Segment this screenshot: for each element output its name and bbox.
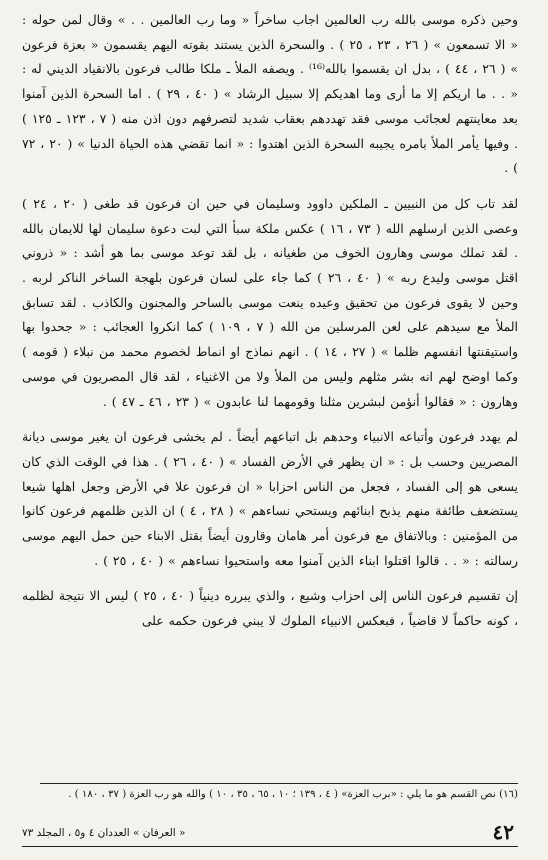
paragraph-2: لقد تاب كل من النبيين ـ الملكين داوود وسليمان في حين ان فرعون قد طغى ( ٢٠ ، ٢٤ ) وعصى الذين ارسلهم الله ( ٧٣ ، ١٦ ) عكس ملكة سبأ التي لبت دعوة سليمان لها للايمان بالله . لقد تملك موسى وهارون الخوف من طغيانه ، بل لقد توعد موسى بما هو أشد : « ذروني اقتل موسى وليدع ربه » ( ٤٠ ، ٢٦ ) كما جاء على لسان فرعون بلهجة الساخر الناكر لربه . وحين لا يقوى فرعون من تحقيق وعيده ينعت موسى بالساحر والمجنون والكاذب . لقد تسابق الملأ مع سيدهم على لعن المرسلين من الله ( ٧ ، ١٠٩ ) كما انكروا العجائب : « جحدوا بها واستيقنتها انفسهم ظلما » ( ٢٧ ، ١٤ ) . انهم نماذج او انماط لخصوم محمد من نبلاء ( قومه ) وكما اوضح لهم انه بشر مثلهم وليس من الملأ ولا من الاغنياء ، لقد قال المصريون في موسى وهارون : « فقالوا أنؤمن لبشرين مثلنا وقومهما لنا عابدون » ( ٢٣ ، ٤٦ ـ ٤٧ ) . [22, 195, 518, 409]
paragraph-3: لم يهدد فرعون وأتباعه الانبياء وحدهم بل اتباعهم أيضاً . لم يخشى فرعون ان يغير موسى ديانة المصريين وحسب بل : « ان يظهر في الأرض الفساد » ( ٤٠ ، ٢٦ ) . هذا في الوقت الذي كان يسعى هو إلى الفساد ، فجعل من الناس احزابا « ان فرعون علا في الأرض وجعل اهلها شيعا يستضعف طائفة منهم يذبح ابنائهم ويستحي نساءهم » ( ٢٨ ، ٤ ) ان الذين ظلمهم فرعون كانوا من المؤمنين : وبالاتفاق مع فرعون أمر هامان وقارون أيضاً بقتل الابناء حين حمل اليهم موسى رسالته : « . . قالوا اقتلوا ابناء الذين آمنوا معه واستحيوا نساءهم » ( ٤٠ ، ٢٥ ) . [22, 429, 518, 568]
paragraph-4: إن تقسيم فرعون الناس إلى احزاب وشيع ، والذي يبرره دينياً ( ٤٠ ، ٢٥ ) ليس الا نتيجة لظلمه ، كونه حاكماً لا قاضياً ، فبعكس الانبياء الملوك لا يبني فرعون حكمه على [22, 588, 518, 629]
footer-rule [22, 846, 518, 847]
footnote-divider [40, 783, 518, 784]
page-number: ٤٢ [492, 820, 514, 844]
running-footer: « العرفان » العددان ٤ و٥ ، المجلد ٧٣ [22, 827, 186, 839]
body-text [22, 8, 518, 634]
footnote: (١٦) نص القسم هو ما يلي : «برب العزة» ( ٤ ، ١٣٩ ؛ ١٠ ، ٦٥ ، ٣٥ ، ١٠ ) والله هو رب العزة ( ٣٧ ، ١٨٠ ) . [68, 789, 518, 800]
paragraph-1: وحين ذكره موسى بالله رب العالمين اجاب ساخراً « وما رب العالمين . . » وقال لمن حوله : « الا تسمعون » ( ٢٦ ، ٢٣ ، ٢٥ ) . والسحرة الذين يستند بقوته اليهم يقسمون « بعزة فرعون » ( ٢٦ ، ٤٤ ) ، بدل ان يقسموا بالله⁽¹⁶⁾ . ويصفه الملأ ـ ملكا طالب فرعون بالانقياد الديني له : « . . ما اريكم إلا ما أرى وما اهديكم إلا سبيل الرشاد » ( ٤٠ ، ٢٩ ) . اما السحرة الذين آمنوا بعد معاينتهم لعجائب موسى فقد تهددهم بعقاب شديد لتصرفهم دون اذن منه ( ٧ ، ١٢٣ ـ ١٢٥ ) . وفيها يأمر الملأ بامره يجيبه السحرة الذين اهتدوا : « انما تقضي هذه الحياة الدنيا » ( ٢٠ ، ٧٢ ) . [22, 12, 518, 176]
